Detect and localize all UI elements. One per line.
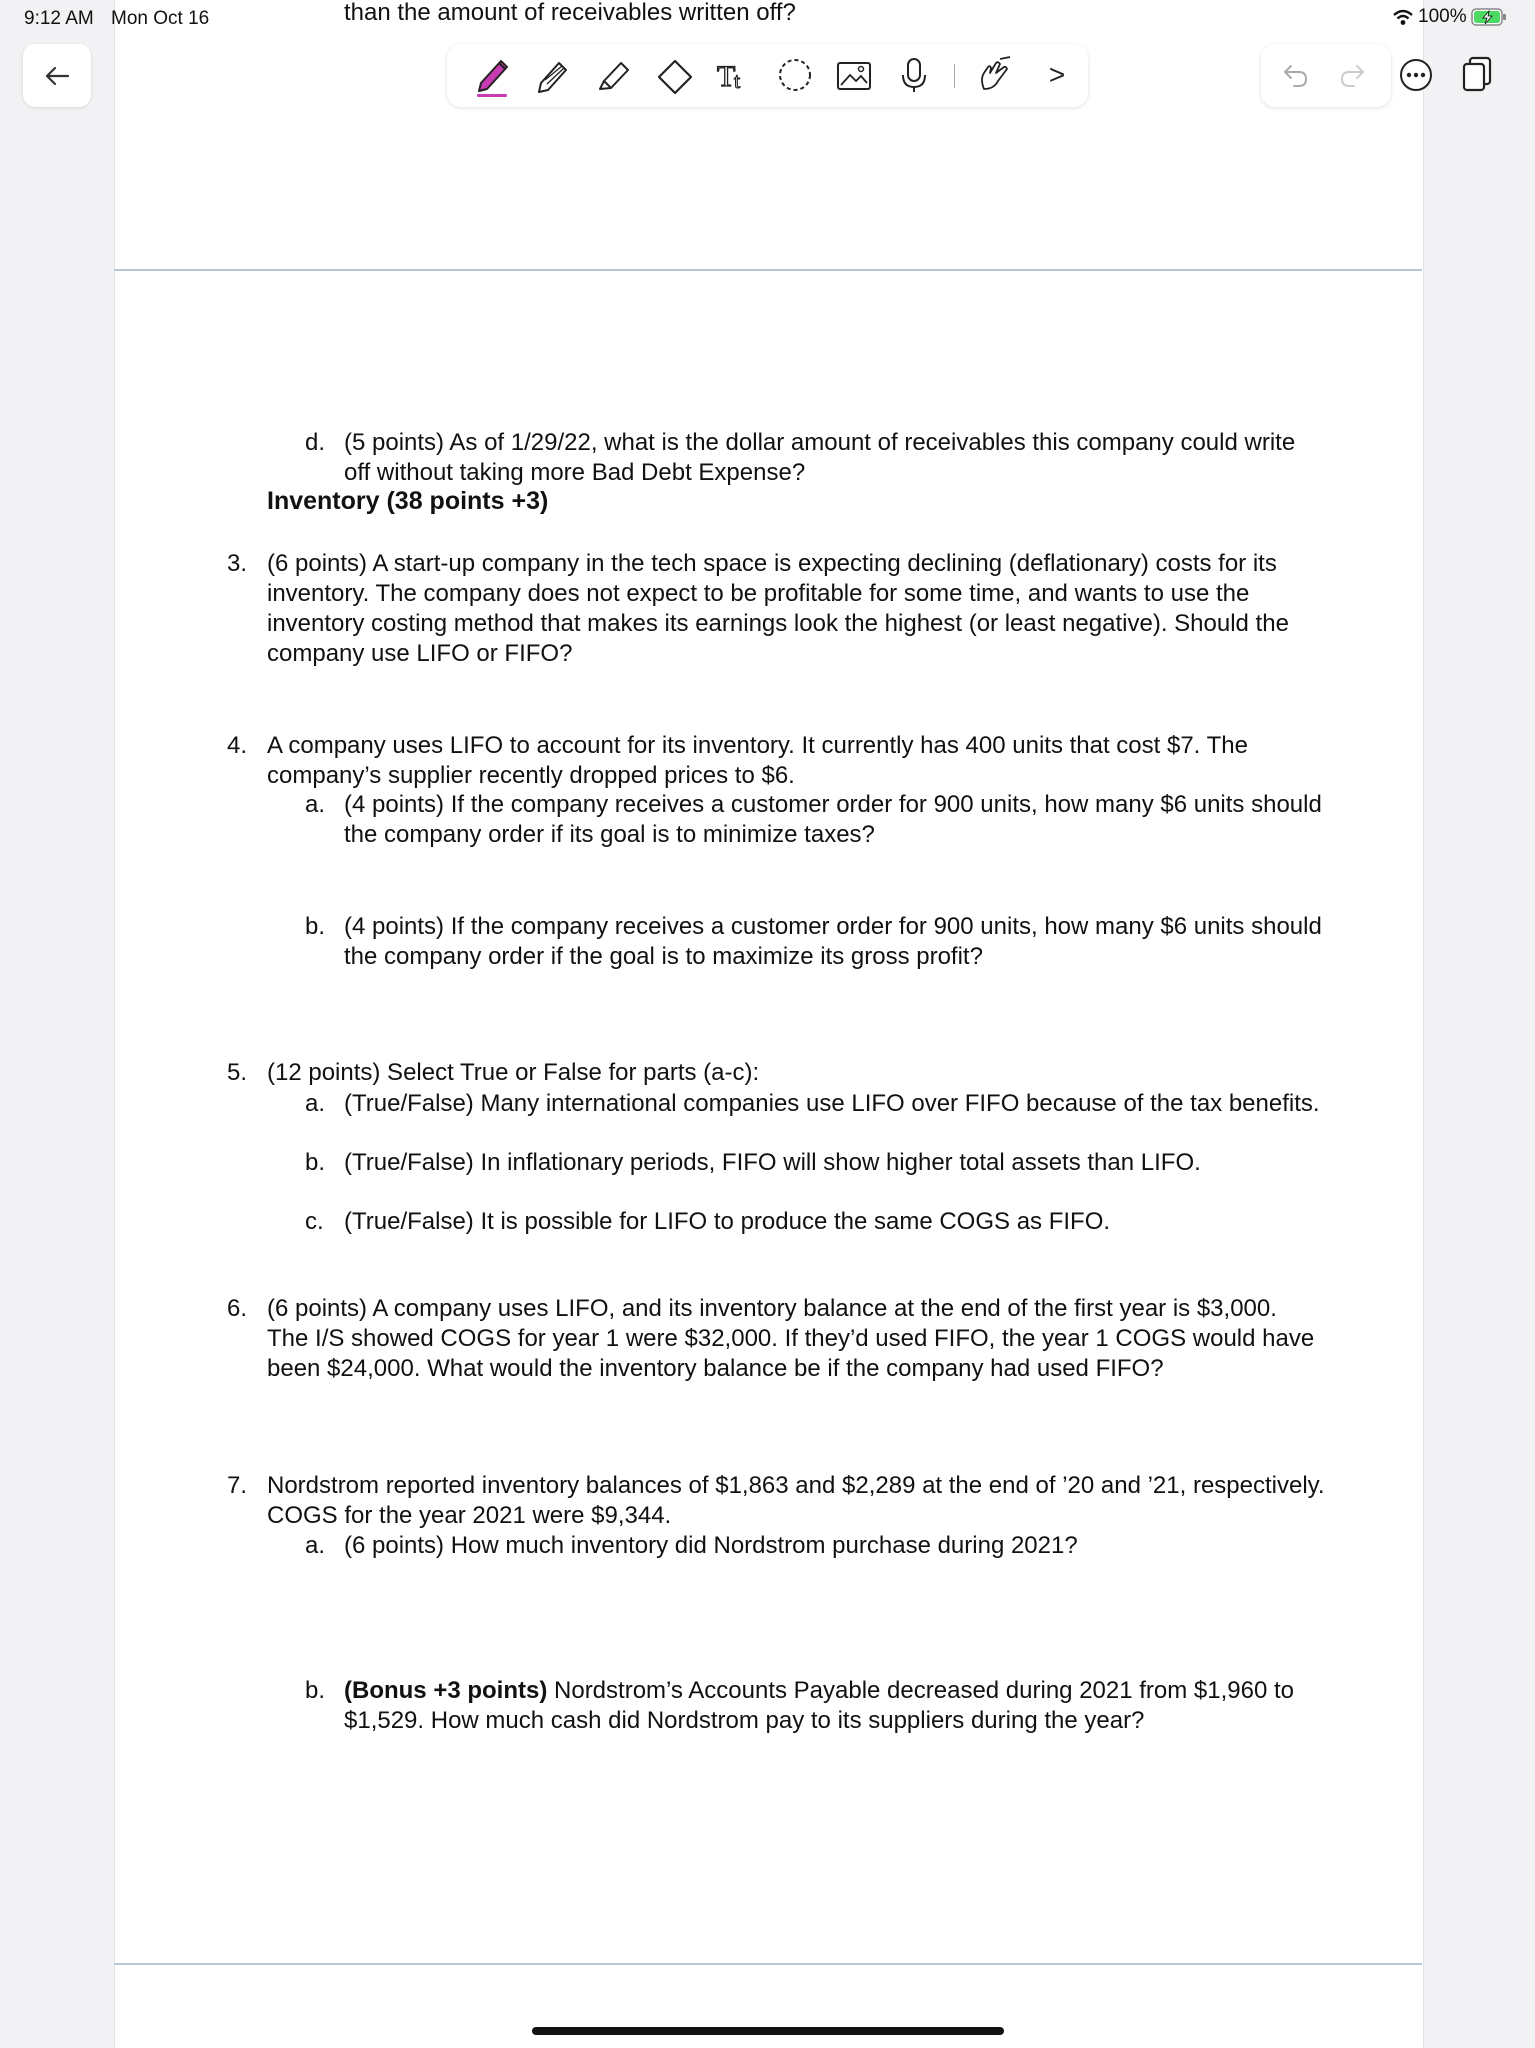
q7a-text: (6 points) How much inventory did Nordstrom purchase during 2021? [344,1532,1078,1559]
image-tool[interactable] [832,53,876,97]
eraser-tool[interactable] [653,53,697,97]
battery-charging-icon [1471,7,1507,27]
q4-line: A company uses LIFO to account for its inventory. It currently has 400 units that cost $7. The [267,732,1248,759]
q5c-letter: c. [305,1208,324,1235]
q7b-bonus-label: (Bonus +3 points) [344,1677,548,1704]
toolbar-separator [954,64,955,88]
q7b-text-part: Nordstrom’s Accounts Payable decreased during 2021 from $1,960 to [547,1677,1295,1704]
q5-number: 5. [227,1059,248,1086]
q3-line: inventory. The company does not expect to be profitable for some time, and wants to use the [267,580,1250,607]
q5b-text: (True/False) In inflationary periods, FIFO will show higher total assets than LIFO. [344,1149,1201,1176]
q4-line: company’s supplier recently dropped prices to $6. [267,762,795,789]
q3-line: inventory costing method that makes its earnings look the highest (or least negative). Should the [267,610,1289,637]
back-button[interactable] [23,44,91,107]
text-icon [715,55,755,95]
battery-percent: 100% [1418,6,1467,27]
q7a-letter: a. [305,1532,326,1559]
redo-icon [1338,61,1368,91]
undo-redo-group [1261,44,1391,107]
q5c-text: (True/False) It is possible for LIFO to produce the same COGS as FIFO. [344,1208,1111,1235]
undo-icon [1280,61,1310,91]
toolbar-more-chevron[interactable]: > [1048,59,1066,90]
q4a-letter: a. [305,791,326,818]
q3-line: company use LIFO or FIFO? [267,640,573,667]
q4b-line: (4 points) If the company receives a customer order for 900 units, how many $6 units should [344,913,1322,940]
page-break-top [114,269,1422,271]
q5a-text: (True/False) Many international companies use LIFO over FIFO because of the tax benefits. [344,1090,1320,1117]
q7b-line: $1,529. How much cash did Nordstrom pay to its suppliers during the year? [344,1707,1145,1734]
pencil-icon [533,55,573,95]
more-options-button[interactable] [1397,56,1435,94]
pages-icon [1459,55,1495,93]
status-right [1392,6,1507,28]
lasso-tool[interactable] [773,53,817,97]
undo-button[interactable] [1275,56,1315,96]
annotation-toolbar [447,44,1088,107]
pencil-tool[interactable] [531,53,575,97]
section-heading: Inventory (38 points +3) [267,487,549,515]
q5-text: (12 points) Select True or False for parts (a-c): [267,1059,760,1086]
status-time: 9:12 AM [24,8,94,29]
q7-line: COGS for the year 2021 were $9,344. [267,1502,672,1529]
q4a-text [344,790,1322,850]
q6-number: 6. [227,1295,248,1322]
q6-text [267,1294,1314,1384]
redo-button[interactable] [1333,56,1373,96]
home-indicator[interactable] [532,2027,1004,2035]
pen-tool[interactable] [471,53,515,97]
q7b-letter: b. [305,1677,326,1704]
q7b-text [344,1676,1294,1736]
q2d-letter: d. [305,429,326,456]
pen-icon [473,53,513,97]
q2d-text [344,428,1295,488]
svg-text:t: t [734,68,741,93]
q4-number: 4. [227,732,248,759]
q4a-line: (4 points) If the company receives a customer order for 900 units, how many $6 units should [344,791,1322,818]
page-break-bottom [114,1963,1422,1965]
image-icon [834,55,874,95]
q2d-line: off without taking more Bad Debt Expense? [344,459,806,486]
q7-text [267,1471,1325,1531]
highlighter-tool[interactable] [592,53,636,97]
eraser-icon [655,55,695,95]
status-date: Mon Oct 16 [111,8,210,29]
microphone-tool[interactable] [892,53,936,97]
q6-line: The I/S showed COGS for year 1 were $32,000. If they’d used FIFO, the year 1 COGS would have [267,1325,1315,1352]
q4b-letter: b. [305,913,326,940]
ellipsis-icon [1398,57,1434,93]
back-arrow-icon [44,65,70,87]
q5b-letter: b. [305,1149,326,1176]
q2d-line: (5 points) As of 1/29/22, what is the dollar amount of receivables this company could write [344,429,1296,456]
q3-number: 3. [227,550,248,577]
q7b-line [344,1676,1294,1706]
q7-line: Nordstrom reported inventory balances of $1,863 and $2,289 at the end of ’20 and ’21, respectively. [267,1472,1325,1499]
previous-question-fragment [344,0,1310,27]
touch-draw-tool[interactable] [972,53,1016,97]
q7-number: 7. [227,1472,248,1499]
wifi-icon [1392,8,1414,26]
q4-text [267,731,1248,791]
q4b-line: the company order if the goal is to maximize its gross profit? [344,943,983,970]
hand-draw-icon [974,55,1014,95]
q4a-line: the company order if its goal is to minimize taxes? [344,821,875,848]
microphone-icon [894,55,934,95]
document-page[interactable] [114,0,1424,2048]
highlighter-icon [594,55,634,95]
q4b-text [344,912,1322,972]
q6-line: been $24,000. What would the inventory balance be if the company had used FIFO? [267,1355,1164,1382]
q3-line: (6 points) A start-up company in the tech space is expecting declining (deflationary) costs for its [267,550,1277,577]
cutoff-text: than the amount of receivables written off? [344,0,796,26]
q5a-letter: a. [305,1090,326,1117]
q6-line: (6 points) A company uses LIFO, and its inventory balance at the end of the first year is $3,000. [267,1295,1277,1322]
pages-button[interactable] [1457,54,1497,94]
text-tool[interactable] [713,53,757,97]
q3-text [267,549,1289,669]
svg-text:T: T [717,60,736,93]
lasso-icon [775,55,815,95]
